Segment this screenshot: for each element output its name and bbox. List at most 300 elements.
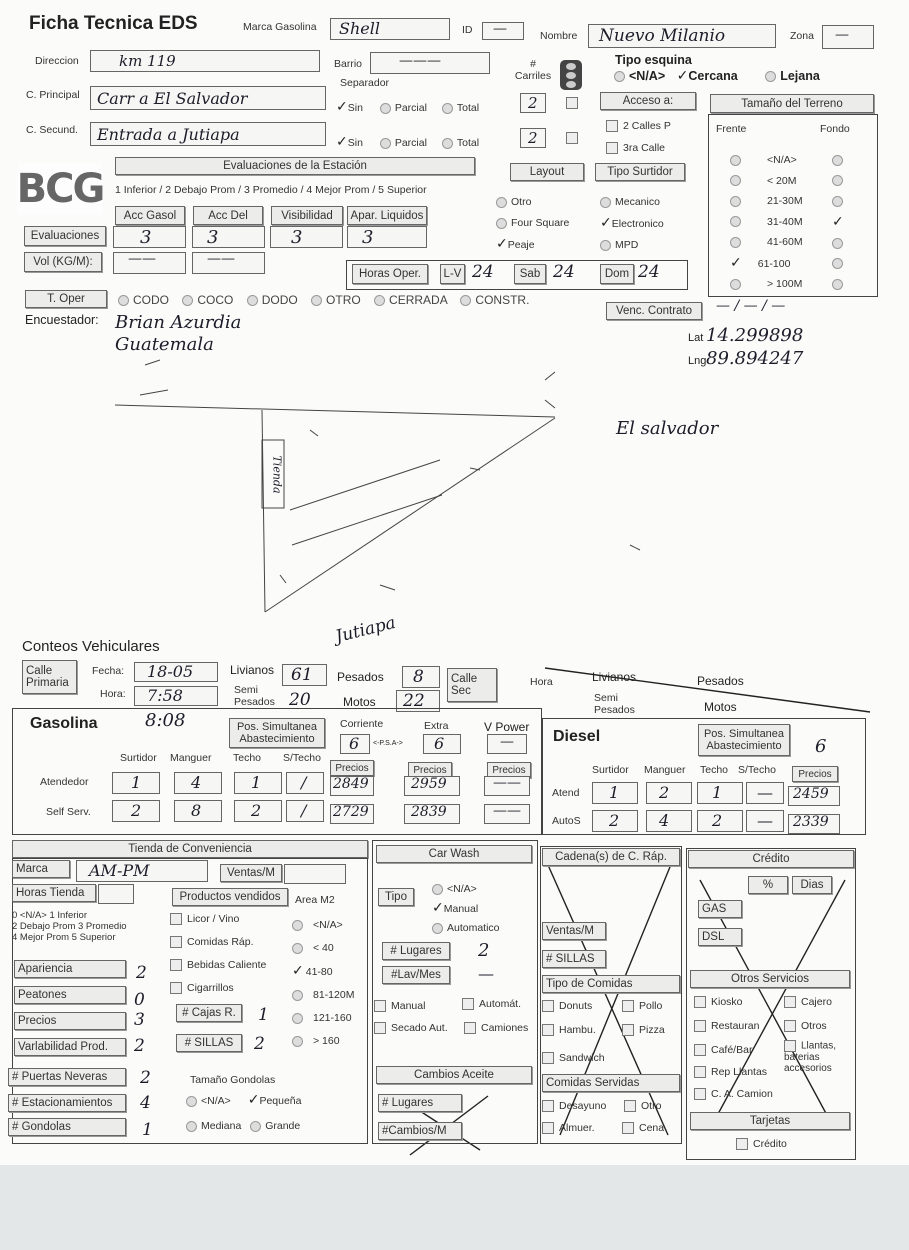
volume-label: Vol (KG/M): — [24, 252, 102, 272]
radio-icon — [182, 295, 193, 306]
check-icon: ✓ — [676, 68, 689, 84]
address-label: Direccion — [35, 55, 79, 67]
checkbox-checked-icon — [170, 982, 182, 994]
secundaria-value: Entrada a Jutiapa — [97, 125, 240, 144]
store-sales-field[interactable] — [284, 864, 346, 884]
eval-acc-del-field[interactable]: 3 — [192, 226, 265, 248]
diesel-row-surtidor[interactable]: 1 — [592, 782, 638, 804]
radio-icon — [496, 218, 507, 229]
gas-row-price-corriente[interactable]: 2849 — [330, 776, 374, 796]
evaluation-scale: 1 Inferior / 2 Debajo Prom / 3 Promedio / 4 Mejor Prom / 5 Superior — [115, 184, 427, 196]
lng-label: Lng — [688, 355, 707, 367]
psa-label: <-P.S.A-> — [373, 740, 403, 747]
light-vehicles-label: Livianos — [230, 663, 275, 677]
radio-icon — [118, 295, 129, 306]
pump-type-label: Tipo Surtidor — [595, 163, 685, 181]
check-icon: ✓ — [496, 236, 508, 252]
food-burger[interactable]: Hambu. — [542, 1024, 596, 1036]
service-other[interactable]: Otros — [784, 1020, 827, 1032]
secundaria-sep-options[interactable]: ✓Sin Parcial Total — [336, 134, 480, 150]
radio-icon — [186, 1096, 197, 1107]
name-field[interactable] — [588, 24, 776, 48]
radio-icon — [250, 1121, 261, 1132]
gas-col-techo: Techo — [233, 752, 262, 764]
store-brand-field[interactable]: AM-PM — [76, 860, 208, 882]
meal-lunch[interactable]: Almuer. — [542, 1122, 595, 1134]
lat-label: Lat — [688, 332, 704, 344]
chain-sales-label: Ventas/M — [542, 922, 606, 940]
checkbox-icon — [622, 1122, 634, 1134]
checkbox-icon — [694, 1020, 706, 1032]
diesel-row-stecho[interactable]: — — [746, 810, 784, 832]
check-icon: ✓ — [730, 254, 742, 271]
oil-places-label: # Lugares — [378, 1094, 462, 1112]
diesel-col-stecho: S/Techo — [738, 764, 776, 776]
form-title: Ficha Tecnica EDS — [29, 13, 198, 34]
rating-pedestrians-value[interactable]: 0 — [134, 990, 145, 1010]
gondolas-value[interactable]: 1 — [142, 1120, 153, 1140]
eval-col-acc-gasol: Acc Gasol — [115, 206, 185, 225]
motos-label: Motos — [343, 695, 376, 709]
extra-label: Extra — [424, 720, 449, 732]
checkbox-checked-icon — [170, 936, 182, 948]
service-atm[interactable]: Cajero — [784, 996, 832, 1008]
sec-time-label: Hora — [530, 676, 553, 688]
count-date-field[interactable]: 18-05 — [134, 662, 218, 682]
corriente-label: Corriente — [340, 718, 384, 730]
extra-price-label: Precios — [408, 762, 452, 778]
principal-lanes-field[interactable]: 2 — [520, 93, 546, 113]
gas-row-techo[interactable]: 2 — [234, 800, 282, 822]
gondola-size-options-row2[interactable]: Mediana Grande — [186, 1120, 300, 1132]
registers-value[interactable]: 1 — [258, 1005, 269, 1025]
heavy-vehicles-label: Pesados — [337, 670, 384, 684]
diesel-row-label: AutoS — [552, 815, 581, 827]
sec-light-label: Livianos — [592, 670, 637, 684]
checkbox-icon — [694, 1088, 706, 1100]
access-option-two-streets[interactable]: 2 Calles P — [606, 120, 671, 132]
radio-icon — [730, 155, 741, 166]
checkbox-icon — [694, 1044, 706, 1056]
eval-col-liquids: Apar. Liquidos — [347, 206, 427, 225]
gas-row-manguer[interactable]: 8 — [174, 800, 222, 822]
corriente-count-field[interactable]: 6 — [340, 734, 370, 754]
store-title: Tienda de Conveniencia — [12, 840, 368, 858]
checkbox-checked-icon — [374, 1000, 386, 1012]
cards-title: Tarjetas — [690, 1112, 850, 1130]
checkbox-icon — [606, 142, 618, 154]
radio-icon — [832, 175, 843, 186]
gas-row-price-vpower[interactable]: —— — [484, 776, 530, 796]
diesel-simul-value[interactable]: 6 — [815, 736, 827, 757]
vpower-label: V Power — [484, 720, 530, 734]
operation-label: T. Oper — [25, 290, 107, 308]
checkbox-icon — [784, 1020, 796, 1032]
gondola-size-options-row1[interactable]: <N/A> ✓Pequeña — [186, 1092, 301, 1108]
principal-sep-options[interactable]: ✓Sin Parcial Total — [336, 99, 480, 115]
lng-value: 89.894247 — [706, 348, 804, 369]
carwash-title: Car Wash — [376, 845, 532, 863]
checkbox-icon — [542, 1000, 554, 1012]
evaluations-row-label: Evaluaciones — [24, 226, 106, 246]
checkbox-icon — [462, 998, 474, 1010]
oil-changes-label: #Cambios/M — [378, 1122, 462, 1140]
secundaria-label: C. Secund. — [26, 124, 78, 136]
checkbox-icon — [542, 1024, 554, 1036]
credit-days-label: Dias — [792, 876, 832, 894]
chain-chairs-label: # SILLAS — [542, 950, 606, 968]
name-label: Nombre — [540, 30, 578, 42]
sketch-label-jutiapa: Jutiapa — [333, 612, 398, 648]
eval-liquids-field[interactable]: 3 — [347, 226, 427, 248]
diesel-row-price[interactable]: 2339 — [788, 814, 840, 834]
store-hours-field[interactable] — [98, 884, 134, 904]
checkbox-icon — [694, 996, 706, 1008]
count-time-field[interactable]: 7:58 — [134, 686, 218, 706]
radio-icon — [442, 103, 453, 114]
corner-label: Tipo esquina — [615, 53, 692, 67]
diesel-row-manguer[interactable]: 4 — [646, 810, 692, 832]
fridge-doors-label: # Puertas Neveras — [8, 1068, 126, 1086]
area-label: Area M2 — [295, 894, 335, 906]
carwash-washes-label: #Lav/Mes — [382, 966, 450, 984]
bcg-logo: BCG — [18, 163, 102, 215]
radio-icon — [292, 943, 303, 954]
layout-options[interactable]: Otro Four Square ✓Peaje — [496, 196, 570, 252]
meal-other[interactable]: Otro — [624, 1100, 661, 1112]
sec-semi-label: Semi Pesados — [594, 692, 635, 716]
credit-gas-label: GAS — [698, 900, 742, 918]
id-field[interactable]: — — [482, 22, 524, 40]
hours-sat-label: Sab — [514, 264, 546, 284]
volume-field-2[interactable]: —— — [192, 252, 265, 274]
radio-icon — [432, 923, 443, 934]
rating-variability-label: Varlabilidad Prod. — [14, 1038, 126, 1056]
gas-row-price-corriente[interactable]: 2729 — [330, 804, 374, 824]
checkbox-checked-icon — [606, 120, 618, 132]
rating-prices-value[interactable]: 3 — [134, 1010, 145, 1030]
radio-icon — [832, 155, 843, 166]
checkbox-icon — [542, 1100, 554, 1112]
service-kiosk[interactable]: Kiosko — [694, 996, 743, 1008]
secundaria-light-checkbox[interactable] — [566, 132, 578, 144]
sketch-label-el-salvador: El salvador — [616, 418, 719, 439]
service-truck[interactable]: C. A. Camion — [694, 1088, 773, 1100]
corner-options[interactable]: <N/A> ✓Cercana Lejana — [614, 68, 820, 84]
carwash-check-drying[interactable]: Secado Aut. — [374, 1022, 448, 1034]
diesel-col-manguer: Manguer — [644, 764, 686, 776]
radio-icon — [292, 1036, 303, 1047]
checkbox-icon — [542, 1052, 554, 1064]
radio-icon — [292, 1013, 303, 1024]
checkbox-icon — [694, 1066, 706, 1078]
sketch-label-store: Tienda — [270, 455, 284, 494]
diesel-row-manguer[interactable]: 2 — [646, 782, 692, 804]
vpower-count-field[interactable]: — — [487, 734, 527, 754]
volume-field-1[interactable]: —— — [113, 252, 186, 274]
gas-row-price-extra[interactable]: 2839 — [404, 804, 460, 824]
rating-appearance-value[interactable]: 2 — [136, 963, 147, 983]
radio-icon — [614, 71, 625, 82]
eval-visibility-field[interactable]: 3 — [270, 226, 343, 248]
diesel-row-techo[interactable]: 1 — [697, 782, 743, 804]
checkbox-icon — [542, 1122, 554, 1134]
semi-heavy-value[interactable]: 20 — [289, 690, 311, 710]
carwash-check-manual[interactable]: Manual — [374, 1000, 425, 1012]
gas-row-techo[interactable]: 1 — [234, 772, 282, 794]
evaluations-header: Evaluaciones de la Estación — [115, 157, 475, 175]
gasoline-title: Gasolina — [30, 715, 98, 732]
terrain-back-column[interactable] — [832, 150, 847, 295]
radio-icon — [442, 138, 453, 149]
oil-change-title: Cambios Aceite — [376, 1066, 532, 1084]
rating-pedestrians-label: Peatones — [14, 986, 126, 1004]
radio-icon — [247, 295, 258, 306]
check-icon: ✓ — [292, 963, 304, 979]
food-type-label: Tipo de Comidas — [542, 975, 680, 993]
fridge-doors-value[interactable]: 2 — [140, 1068, 151, 1088]
eval-acc-gasol-field[interactable]: 3 — [113, 226, 186, 248]
store-rating-scale: 0 <N/A> 1 Inferior 2 Debajo Prom 3 Promedio 4 Mejor Prom 5 Superior — [12, 910, 127, 943]
radio-icon — [730, 216, 741, 227]
hours-sun-value: 24 — [638, 262, 660, 282]
radio-icon — [730, 279, 741, 290]
address-value: km 119 — [119, 52, 176, 70]
id-label: ID — [462, 24, 473, 36]
carwash-check-trucks[interactable]: Camiones — [464, 1022, 528, 1034]
radio-icon — [292, 990, 303, 1001]
rating-variability-value[interactable]: 2 — [134, 1036, 145, 1056]
surveyor-country: Guatemala — [115, 334, 214, 355]
checkbox-checked-icon — [170, 959, 182, 971]
hours-lv-value: 24 — [472, 262, 494, 282]
count-time-label: Hora: — [100, 688, 126, 700]
corriente-price-label: Precios — [330, 760, 374, 776]
hours-sun-label: Dom — [600, 264, 634, 284]
check-icon: ✓ — [432, 900, 444, 916]
gas-row-label: Self Serv. — [46, 806, 91, 818]
brand-label: Marca Gasolina — [243, 21, 317, 33]
carwash-check-auto[interactable]: Automát. — [462, 998, 521, 1010]
gasoline-time-note: 8:08 — [145, 710, 186, 731]
chain-title: Cadena(s) de C. Ráp. — [542, 848, 680, 866]
food-chicken[interactable]: Pollo — [622, 1000, 662, 1012]
diesel-row-price[interactable]: 2459 — [788, 786, 840, 806]
carwash-places-value[interactable]: 2 — [478, 940, 490, 961]
registers-label: # Cajas R. — [176, 1004, 242, 1022]
pump-type-options[interactable]: Mecanico ✓Electronico MPD — [600, 196, 664, 251]
brand-value: Shell — [339, 19, 380, 38]
card-credit[interactable]: Crédito — [736, 1138, 787, 1150]
check-icon: ✓ — [336, 99, 348, 115]
radio-icon — [380, 103, 391, 114]
diesel-simul-label: Pos. Simultanea Abastecimiento — [698, 724, 790, 756]
checkbox-icon — [464, 1022, 476, 1034]
rating-prices-label: Precios — [14, 1012, 126, 1030]
check-icon: ✓ — [600, 215, 612, 231]
eval-col-visibility: Visibilidad — [271, 206, 343, 225]
parking-value[interactable]: 4 — [140, 1093, 151, 1113]
sketch-road-line — [115, 405, 555, 417]
counts-title: Conteos Vehiculares — [22, 638, 160, 655]
sketch-road-line — [265, 418, 555, 612]
vpower-price-label: Precios — [487, 762, 531, 778]
radio-icon — [832, 196, 843, 207]
diesel-col-techo: Techo — [700, 764, 729, 776]
light-vehicles-field[interactable]: 61 — [282, 664, 327, 686]
sec-heavy-label: Pesados — [697, 674, 744, 688]
barrio-label: Barrio — [334, 58, 363, 70]
diesel-title: Diesel — [553, 728, 601, 745]
store-hours-label: Horas Tienda — [12, 884, 96, 902]
extra-count-field[interactable]: 6 — [423, 734, 461, 754]
diesel-row-surtidor[interactable]: 2 — [592, 810, 638, 832]
radio-icon — [374, 295, 385, 306]
radio-icon — [600, 197, 611, 208]
separator-label: Separador — [340, 77, 390, 89]
lanes-label: # Carriles — [514, 58, 552, 82]
gas-row-price-vpower[interactable]: —— — [484, 804, 530, 824]
service-tire-repair[interactable]: Rep Llantas — [694, 1066, 767, 1078]
gas-row-stecho[interactable]: / — [286, 800, 324, 822]
gas-row-label: Atendedor — [40, 776, 89, 788]
meals-label: Comidas Servidas — [542, 1074, 680, 1092]
products-list[interactable]: Licor / Vino Comidas Ráp. Bebidas Caliente Cigarrillos — [170, 908, 266, 1000]
carwash-type-options[interactable]: <N/A> ✓Manual Automatico — [432, 883, 500, 934]
semi-heavy-label: Semi Pesados — [234, 684, 275, 708]
radio-icon — [832, 279, 843, 290]
store-sales-label: Ventas/M — [220, 864, 282, 882]
food-pizza[interactable]: Pizza — [622, 1024, 665, 1036]
gas-col-surtidor: Surtidor — [120, 752, 157, 764]
radio-icon — [460, 295, 471, 306]
diesel-price-label: Precios — [792, 766, 838, 782]
diesel-col-surtidor: Surtidor — [592, 764, 629, 776]
carwash-places-label: # Lugares — [382, 942, 450, 960]
access-button[interactable]: Acceso a: — [600, 92, 696, 110]
zone-field[interactable]: — — [822, 25, 874, 49]
parking-label: # Estacionamientos — [8, 1094, 126, 1112]
diesel-row-stecho[interactable]: — — [746, 782, 784, 804]
checkbox-icon — [624, 1100, 636, 1112]
radio-icon — [186, 1121, 197, 1132]
terrain-size-list[interactable]: <N/A> < 20M 21-30M 31-40M 41-60M ✓ 61-100 > 100M — [730, 154, 803, 290]
secundaria-lanes-field[interactable]: 2 — [520, 128, 546, 148]
principal-light-checkbox[interactable] — [566, 97, 578, 109]
radio-icon — [730, 237, 741, 248]
gas-col-stecho: S/Techo — [283, 752, 321, 764]
gas-simul-label: Pos. Simultanea Abastecimiento — [229, 718, 325, 748]
lat-value: 14.299898 — [706, 325, 804, 346]
terrain-title: Tamaño del Terreno — [710, 94, 874, 113]
meal-dinner[interactable]: Cena — [622, 1122, 664, 1134]
products-label: Productos vendidos — [172, 888, 288, 906]
checkbox-icon — [374, 1022, 386, 1034]
other-services-title: Otros Servicios — [690, 970, 850, 988]
secondary-street-label: Calle Sec — [447, 668, 497, 702]
radio-icon — [832, 238, 843, 249]
checkbox-icon — [784, 996, 796, 1008]
area-options[interactable]: <N/A> < 40 ✓ 41-80 81-120M 121-160 > 160 — [292, 919, 355, 1047]
store-chairs-label: # SILLAS — [176, 1034, 242, 1052]
gondola-size-label: Tamaño Gondolas — [190, 1074, 276, 1086]
back-label: Fondo — [820, 123, 850, 135]
name-value: Nuevo Milanio — [599, 26, 726, 46]
radio-icon — [730, 175, 741, 186]
radio-icon — [496, 197, 507, 208]
gas-row-stecho[interactable]: / — [286, 772, 324, 794]
radio-icon — [432, 884, 443, 895]
hours-sat-value: 24 — [553, 262, 575, 282]
address-field[interactable] — [90, 50, 320, 72]
radio-icon — [730, 196, 741, 207]
checkbox-checked-icon — [170, 913, 182, 925]
checkbox-icon — [622, 1000, 634, 1012]
barrio-field[interactable]: ——— — [370, 52, 490, 74]
zone-label: Zona — [790, 30, 814, 42]
sec-motos-label: Motos — [704, 700, 737, 714]
gas-row-surtidor[interactable]: 1 — [112, 772, 160, 794]
check-icon: ✓ — [336, 134, 348, 150]
store-brand-label: Marca — [12, 860, 70, 878]
service-cafe[interactable]: Café/Bar — [694, 1044, 752, 1056]
scanner-background — [0, 1165, 909, 1250]
contract-label: Venc. Contrato — [606, 302, 702, 320]
layout-label: Layout — [510, 163, 584, 181]
credit-title: Crédito — [688, 850, 854, 868]
brand-field[interactable] — [330, 18, 450, 40]
carwash-washes-value[interactable]: — — [478, 964, 494, 983]
gondolas-label: # Gondolas — [8, 1118, 126, 1136]
credit-pct-label: % — [748, 876, 788, 894]
principal-field[interactable] — [90, 86, 326, 110]
primary-street-label: Calle Primaria — [22, 660, 77, 694]
radio-icon — [311, 295, 322, 306]
service-restaurant[interactable]: Restauran — [694, 1020, 759, 1032]
diesel-row-label: Atend — [552, 787, 580, 799]
gas-row-price-extra[interactable]: 2959 — [404, 776, 460, 796]
radio-icon — [765, 71, 776, 82]
access-option-third-street[interactable]: 3ra Calle — [606, 142, 665, 154]
motos-field[interactable]: 22 — [396, 690, 440, 712]
meal-breakfast[interactable]: Desayuno — [542, 1100, 606, 1112]
surveyor-name: Brian Azurdia — [115, 312, 242, 333]
radio-icon — [600, 240, 611, 251]
store-chairs-value[interactable]: 2 — [254, 1034, 265, 1054]
operation-options[interactable]: CODO COCO DODO OTRO CERRADA CONSTR. — [118, 293, 529, 307]
secundaria-field[interactable] — [90, 122, 326, 146]
heavy-vehicles-field[interactable]: 8 — [402, 666, 440, 688]
principal-label: C. Principal — [26, 89, 80, 101]
eval-col-acc-del: Acc Del — [193, 206, 263, 225]
food-sandwich[interactable]: Sandwich — [542, 1052, 605, 1064]
checkbox-checked-icon — [736, 1138, 748, 1150]
gas-row-manguer[interactable]: 4 — [174, 772, 222, 794]
contract-value[interactable]: — / — / — — [716, 298, 786, 314]
diesel-row-techo[interactable]: 2 — [697, 810, 743, 832]
checkbox-icon — [784, 1040, 796, 1052]
check-icon: ✓ — [832, 213, 844, 230]
principal-value: Carr a El Salvador — [97, 89, 248, 108]
gas-row-surtidor[interactable]: 2 — [112, 800, 160, 822]
checkbox-icon — [622, 1024, 634, 1036]
traffic-light-icon — [560, 60, 582, 90]
rating-appearance-label: Apariencia — [14, 960, 126, 978]
hours-label: Horas Oper. — [352, 264, 428, 284]
food-donuts[interactable]: Donuts — [542, 1000, 592, 1012]
gas-col-manguer: Manguer — [170, 752, 212, 764]
service-tires[interactable]: Llantas, baterias accesorios — [784, 1040, 837, 1074]
